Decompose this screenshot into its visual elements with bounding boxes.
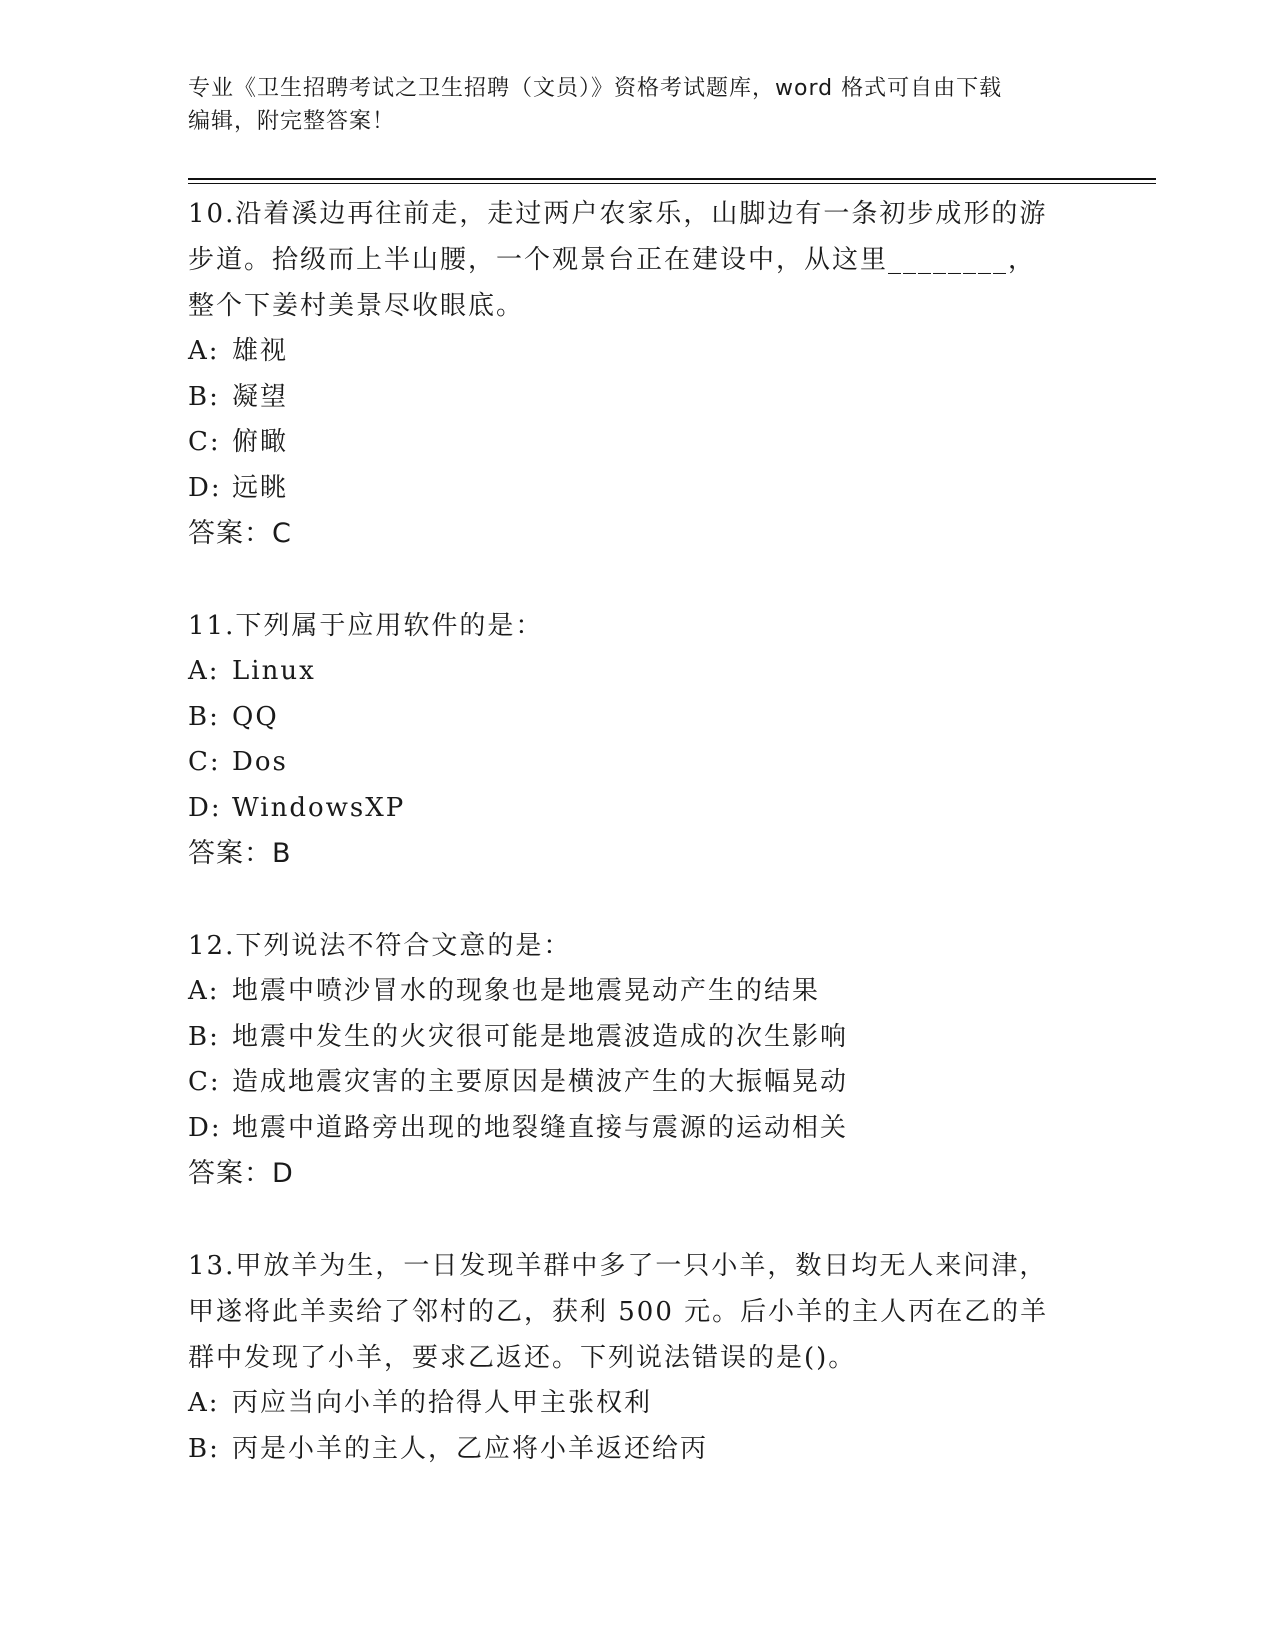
header-line-2: 编辑，附完整答案！: [188, 109, 396, 134]
option-letter: C:: [188, 1067, 221, 1097]
option-a: [188, 649, 1088, 695]
option-text: 丙是小羊的主人，乙应将小羊返还给丙: [232, 1433, 709, 1464]
option-text: 远眺: [232, 472, 289, 503]
question-13: [188, 1240, 1088, 1472]
option-text: 雄视: [232, 336, 289, 366]
option-text: 地震中喷沙冒水的现象也是地震晃动产生的结果: [232, 976, 821, 1006]
header-divider: [188, 178, 1156, 180]
question-text: [188, 188, 1088, 329]
option-text: 地震中发生的火灾很可能是地震波造成的次生影响: [232, 1021, 849, 1052]
question-line: 整个下姜村美景尽收眼底。: [188, 291, 525, 321]
question-spacer: [188, 1197, 1088, 1240]
option-letter: D:: [188, 1112, 222, 1143]
option-a: [188, 969, 1088, 1015]
option-letter: A:: [188, 656, 220, 686]
option-b: [188, 1015, 1088, 1061]
question-line: 12.下列说法不符合文意的是：: [188, 931, 572, 961]
option-text: QQ: [232, 701, 279, 732]
option-letter: D:: [188, 472, 222, 503]
option-d: [188, 786, 1088, 832]
option-letter: B:: [188, 1021, 220, 1052]
option-letter: D:: [188, 792, 222, 823]
option-text: Dos: [232, 747, 288, 777]
option-letter: C:: [188, 747, 221, 777]
question-text: [188, 920, 1088, 969]
question-line: 群中发现了小羊，要求乙返还。下列说法错误的是()。: [188, 1343, 857, 1373]
option-letter: B:: [188, 701, 220, 732]
option-text: 俯瞰: [232, 427, 289, 457]
option-b: [188, 1427, 1088, 1473]
option-a: [188, 1381, 1088, 1427]
option-text: 地震中道路旁出现的地裂缝直接与震源的运动相关: [232, 1112, 849, 1143]
header-divider-thin: [188, 183, 1156, 184]
option-letter: C:: [188, 427, 221, 457]
answer-line: 答案：C: [188, 518, 292, 549]
document-header: [188, 72, 1088, 138]
question-line: 10.沿着溪边再往前走，走过两户农家乐，山脚边有一条初步成形的游: [188, 199, 1048, 229]
option-letter: A:: [188, 336, 220, 366]
option-letter: B:: [188, 381, 220, 412]
option-c: [188, 420, 1088, 466]
question-spacer: [188, 877, 1088, 920]
question-line: 13.甲放羊为生，一日发现羊群中多了一只小羊，数日均无人来问津，: [188, 1251, 1048, 1281]
option-c: [188, 740, 1088, 786]
answer-line: 答案：D: [188, 1158, 294, 1189]
question-list: [188, 188, 1088, 1472]
option-text: 丙应当向小羊的拾得人甲主张权利: [232, 1388, 653, 1418]
option-letter: B:: [188, 1433, 220, 1464]
question-spacer: [188, 557, 1088, 600]
question-line: 甲遂将此羊卖给了邻村的乙，获利 500 元。后小羊的主人丙在乙的羊: [188, 1297, 1049, 1327]
option-letter: A:: [188, 1388, 220, 1418]
question-12: [188, 920, 1088, 1197]
option-text: Linux: [232, 656, 316, 686]
answer-line: 答案：B: [188, 838, 292, 869]
question-text: [188, 600, 1088, 649]
option-text: WindowsXP: [232, 792, 406, 823]
question-10: [188, 188, 1088, 557]
option-text: 造成地震灾害的主要原因是横波产生的大振幅晃动: [232, 1067, 849, 1097]
question-line: 步道。拾级而上半山腰，一个观景台正在建设中，从这里________，: [188, 245, 1037, 275]
header-line-1: 专业《卫生招聘考试之卫生招聘（文员）》资格考试题库，word 格式可自由下载: [188, 76, 1003, 101]
option-a: [188, 329, 1088, 375]
option-text: 凝望: [232, 381, 289, 412]
question-line: 11.下列属于应用软件的是：: [188, 611, 544, 641]
question-11: [188, 600, 1088, 877]
option-b: [188, 375, 1088, 421]
option-d: [188, 466, 1088, 512]
option-d: [188, 1106, 1088, 1152]
option-letter: A:: [188, 976, 220, 1006]
option-b: [188, 695, 1088, 741]
option-c: [188, 1060, 1088, 1106]
question-text: [188, 1240, 1088, 1381]
